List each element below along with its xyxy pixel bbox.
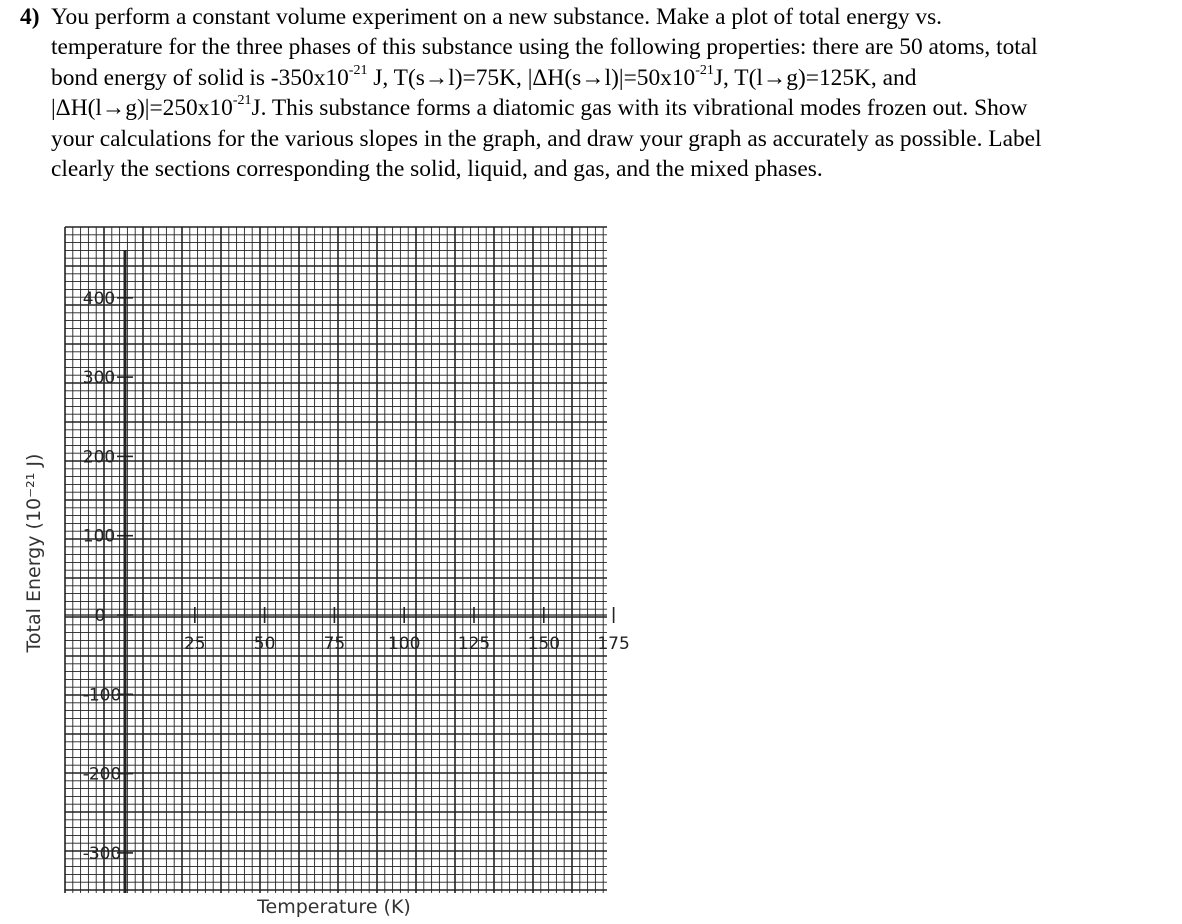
question-number: 4) [20,4,40,30]
y-tick-label: 0 [94,606,106,626]
question-line-6: clearly the sections corresponding the solid, liquid, and gas, and the mixed phases. [51,156,823,183]
question-line-4: $|\Delta H(l\to g)|=250x10^{-21}J$. This substance forms a diatomic gas with its vibrational modes frozen out. Show [51,93,1028,122]
x-tick-label: 25 [183,634,206,654]
y-tick-label: -100 [82,685,122,706]
x-tick-label: 50 [253,634,276,654]
x-tick-label: 175 [597,634,630,654]
x-tick-label: 150 [527,634,561,654]
y-tick-label: 400 [82,288,116,309]
x-tick-label: 125 [457,634,491,654]
x-tick-label: 75 [323,634,346,654]
y-tick-label: 200 [82,447,116,468]
x-tick-label: 100 [387,634,421,654]
question-line-3: bond energy of solid is $-350x10^{-21}$ J, T(s→l)=75K, $|\Delta H(s\to l)|=50x10^{-21}J$, T(l→g)=125K, and [51,63,917,91]
question-line-1: 4) You perform a constant volume experiment on a new substance. Make a plot of total energy vs. [20,2,1180,32]
y-tick-label: 300 [82,368,116,389]
x-tick-labels [184,607,630,654]
question-line-5: your calculations for the various slopes in the graph, and draw your graph as accurately as possible. Label [51,125,1042,152]
graph-grid [65,227,607,893]
y-tick-label: -200 [82,764,122,785]
y-tick-label: 100 [82,526,116,547]
y-tick-label: -300 [82,843,122,864]
question-line-2: temperature for the three phases of this substance using the following properties: there are 50 atoms, total [51,34,1038,61]
x-axis-label: Temperature (K) [257,896,411,918]
y-axis-label: Total Energy (10⁻²¹ J) [23,453,45,653]
